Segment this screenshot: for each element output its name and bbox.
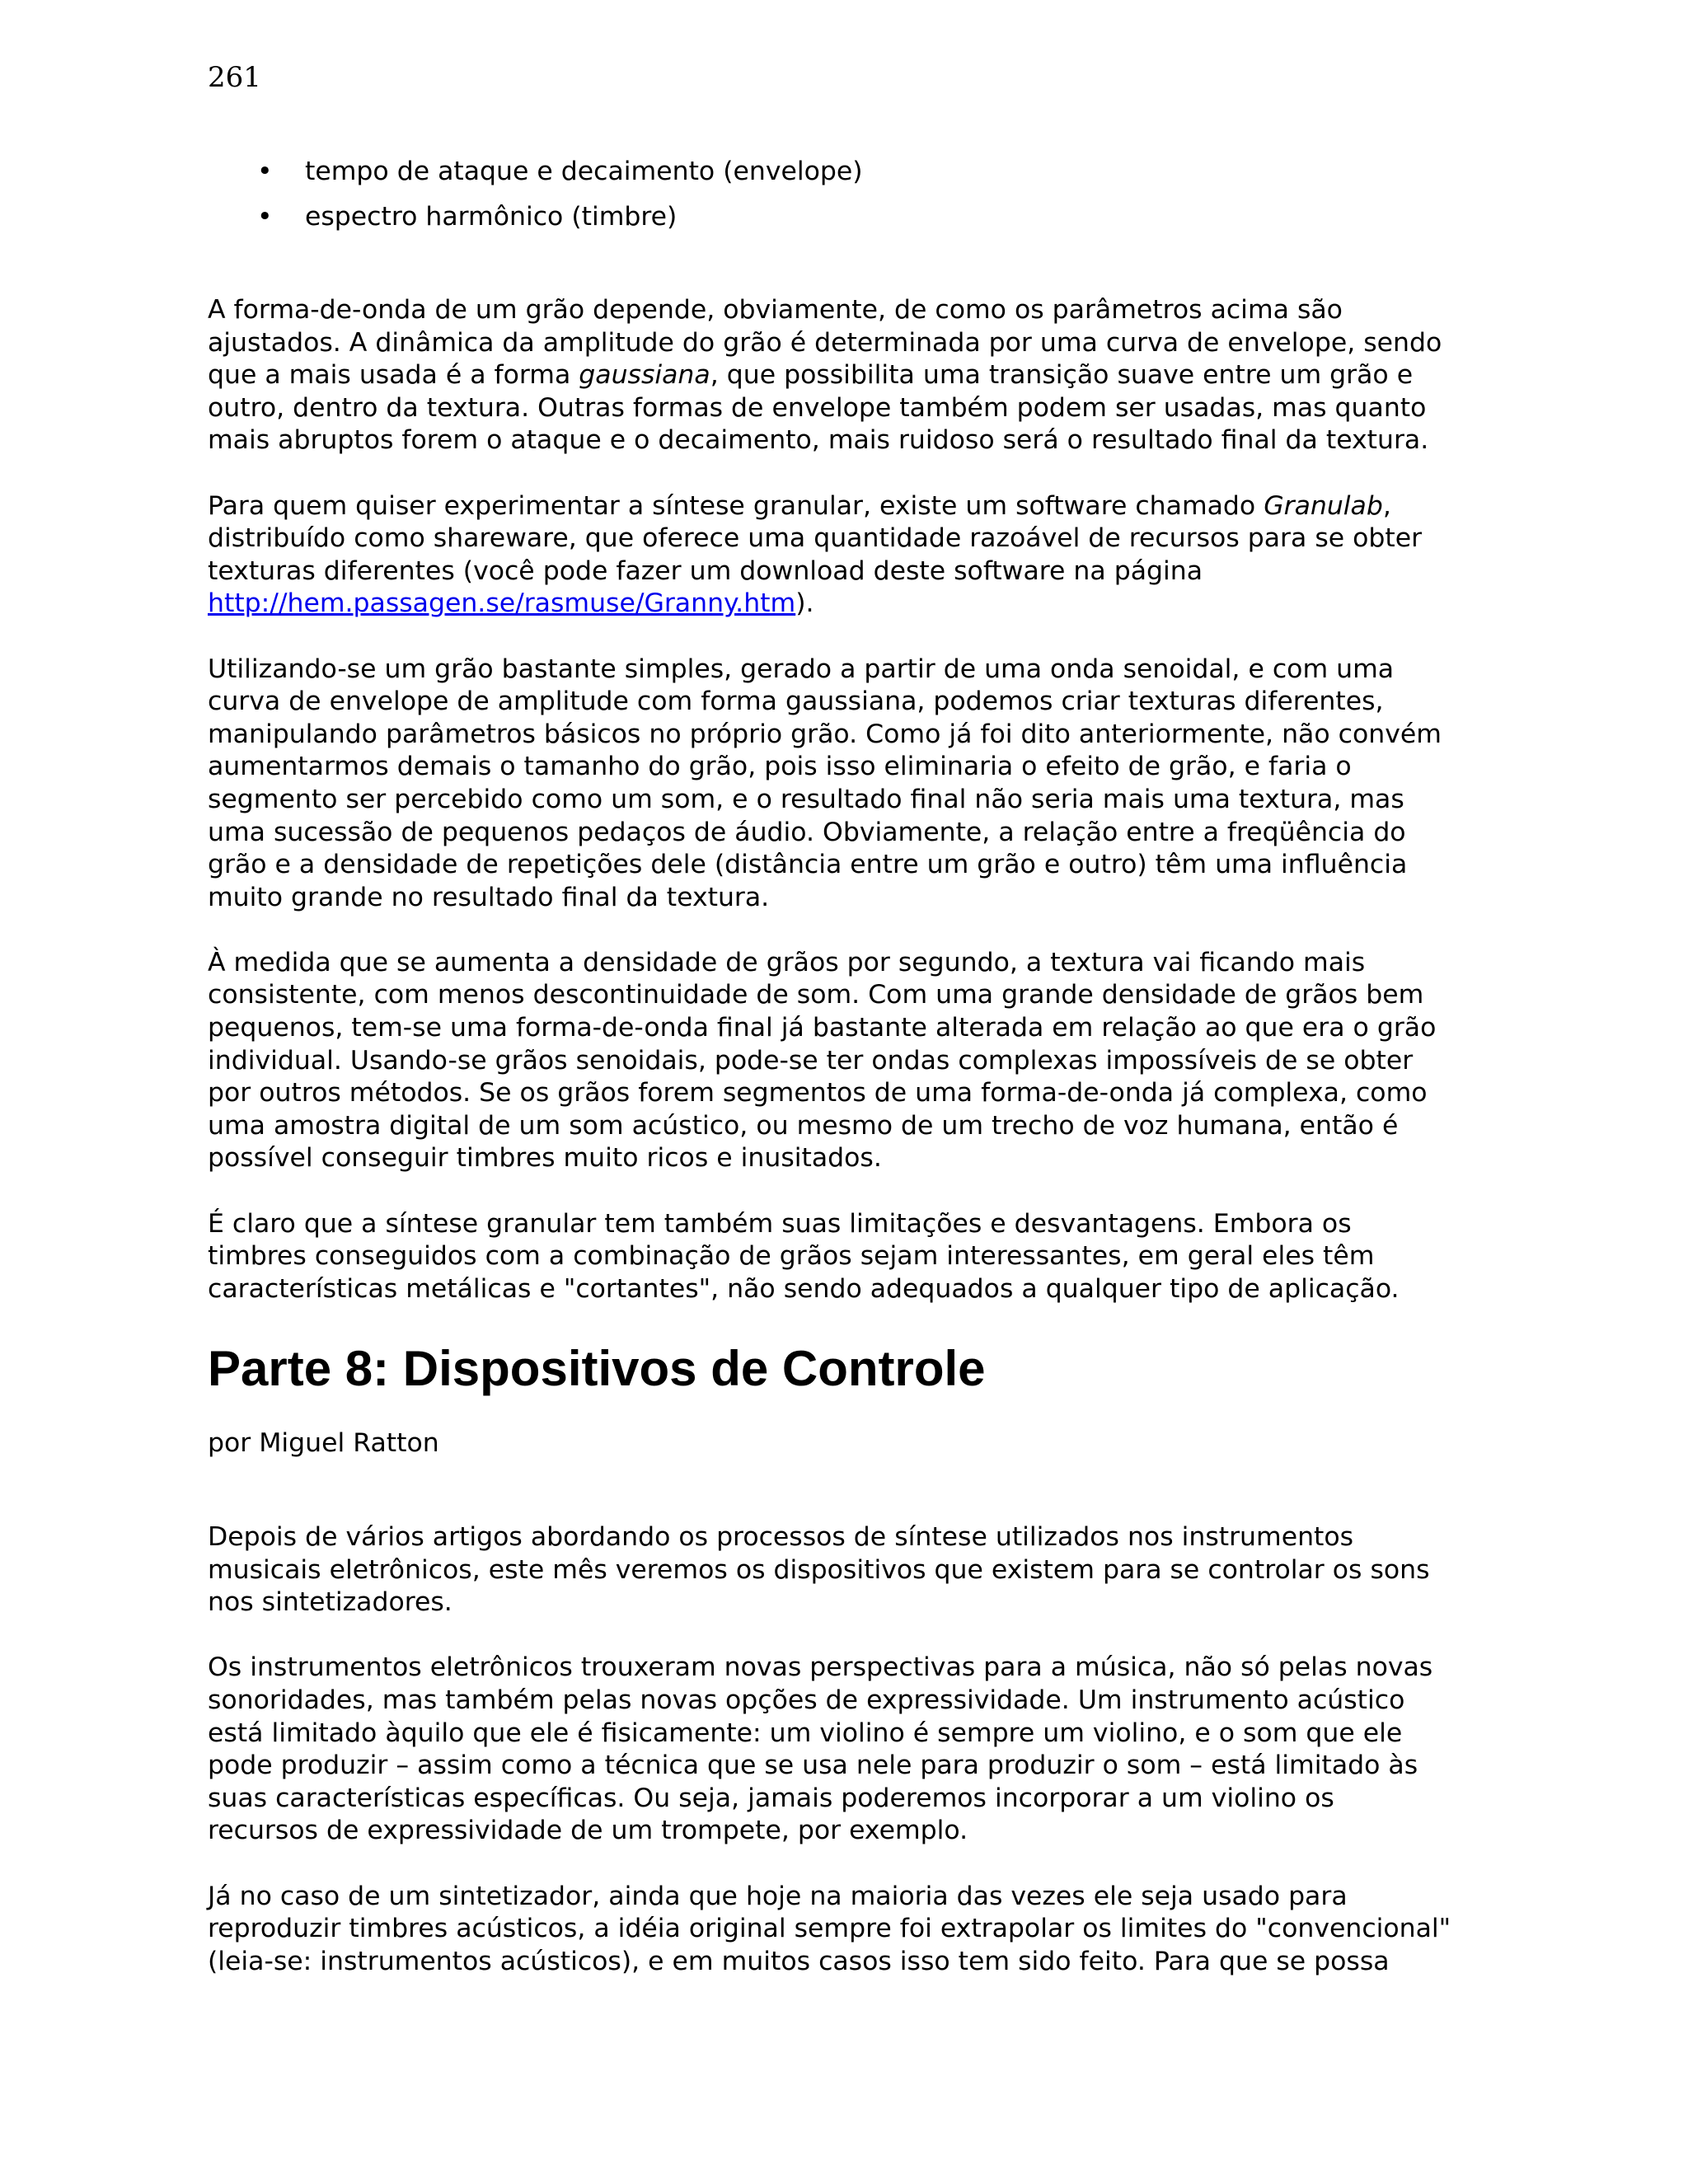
text-line: curva de envelope de amplitude com forma gaussiana, podemos criar texturas diferentes,: [208, 687, 1384, 717]
list-item: [208, 152, 1535, 198]
parameter-list: [208, 152, 1535, 243]
text-line: consistente, com menos descontinuidade de som. Com uma grande densidade de grãos bem: [208, 980, 1424, 1010]
list-item-text: tempo de ataque e decaimento (envelope): [305, 157, 863, 186]
text-line: muito grande no resultado final da textura.: [208, 882, 770, 912]
text-line: grão e a densidade de repetições dele (distância entre um grão e outro) têm uma influência: [208, 850, 1408, 880]
bullet-icon: •: [257, 157, 273, 186]
paragraph-limitations: [208, 1208, 1535, 1306]
text-line: segmento ser percebido como um som, e o resultado final não seria mais uma textura, mas: [208, 784, 1404, 814]
text-line: sonoridades, mas também pelas novas opções de expressividade. Um instrumento acústico: [208, 1685, 1405, 1715]
text-line: que a mais usada é a forma: [208, 360, 579, 391]
author-byline: por Miguel Ratton: [208, 1428, 439, 1459]
text-line: outro, dentro da textura. Outras formas de envelope também podem ser usadas, mas quanto: [208, 392, 1427, 423]
text-line: A forma-de-onda de um grão depende, obviamente, de como os parâmetros acima são: [208, 295, 1343, 325]
granny-link[interactable]: http://hem.passagen.se/rasmuse/Granny.htm: [208, 588, 796, 619]
text-line: mais abruptos forem o ataque e o decaimento, mais ruidoso será o resultado final da textura.: [208, 425, 1429, 456]
text-line: Os instrumentos eletrônicos trouxeram novas perspectivas para a música, não só pelas novas: [208, 1652, 1433, 1683]
text-line: nos sintetizadores.: [208, 1587, 452, 1618]
text-line: Depois de vários artigos abordando os processos de síntese utilizados nos instrumentos: [208, 1522, 1354, 1552]
page-number: 261: [208, 61, 261, 94]
text-line: uma sucessão de pequenos pedaços de áudio. Obviamente, a relação entre a freqüência do: [208, 817, 1406, 847]
text-line: individual. Usando-se grãos senoidais, pode-se ter ondas complexas impossíveis de se obter: [208, 1045, 1414, 1076]
text-line: possível conseguir timbres muito ricos e inusitados.: [208, 1143, 882, 1174]
text-line: ajustados. A dinâmica da amplitude do grão é determinada por uma curva de envelope, sendo: [208, 327, 1442, 358]
paragraph-intro: [208, 1521, 1535, 1619]
text-line: É claro que a síntese granular tem também suas limitações e desvantagens. Embora os: [208, 1208, 1352, 1239]
text-line: (leia-se: instrumentos acústicos), e em muitos casos isso tem sido feito. Para que se possa: [208, 1946, 1390, 1976]
text-line: uma amostra digital de um som acústico, ou mesmo de um trecho de voz humana, então é: [208, 1110, 1399, 1141]
text-line: por outros métodos. Se os grãos forem segmentos de uma forma-de-onda já complexa, como: [208, 1078, 1428, 1108]
text-line: Utilizando-se um grão bastante simples, gerado a partir de uma onda senoidal, e com uma: [208, 654, 1395, 684]
text-line: aumentarmos demais o tamanho do grão, pois isso eliminaria o efeito de grão, e faria o: [208, 752, 1352, 782]
text-line: Já no caso de um sintetizador, ainda que hoje na maioria das vezes ele seja usado para: [208, 1881, 1348, 1911]
text-line: manipulando parâmetros básicos no próprio grão. Como já foi dito anteriormente, não convém: [208, 719, 1442, 749]
paragraph-grain-texture: [208, 654, 1535, 915]
text-line: À medida que se aumenta a densidade de grãos por segundo, a textura vai ficando mais: [208, 947, 1366, 977]
emphasis-gaussiana: gaussiana: [579, 360, 710, 391]
bullet-icon: •: [257, 202, 273, 232]
text-line: características metálicas e "cortantes", não sendo adequados a qualquer tipo de aplicação.: [208, 1273, 1400, 1304]
text-line: , que possibilita uma transição suave entre um grão e: [710, 360, 1414, 391]
text-line: Para quem quiser experimentar a síntese granular, existe um software chamado: [208, 490, 1264, 521]
paragraph-synthesizer: [208, 1881, 1535, 1979]
emphasis-granulab: Granulab: [1264, 490, 1383, 521]
text-line: texturas diferentes (você pode fazer um download deste software na página: [208, 555, 1203, 586]
page-content: [208, 152, 1535, 2011]
text-line: ).: [795, 588, 814, 619]
text-line: timbres conseguidos com a combinação de grãos sejam interessantes, em geral eles têm: [208, 1241, 1375, 1272]
text-line: musicais eletrônicos, este mês veremos os dispositivos que existem para se controlar os sons: [208, 1554, 1430, 1585]
text-line: está limitado àquilo que ele é fisicamente: um violino é sempre um violino, e o som que ele: [208, 1718, 1403, 1748]
paragraph-density: [208, 947, 1535, 1175]
list-item: [208, 198, 1535, 243]
text-line: recursos de expressividade de um trompete, por exemplo.: [208, 1816, 968, 1846]
text-line: pequenos, tem-se uma forma-de-onda final já bastante alterada em relação ao que era o grão: [208, 1013, 1437, 1043]
text-line: suas características específicas. Ou seja, jamais poderemos incorporar a um violino os: [208, 1783, 1334, 1813]
text-line: reproduzir timbres acústicos, a idéia original sempre foi extrapolar os limites do "convencional": [208, 1914, 1451, 1944]
section-heading: Dispositivos de Controle: [402, 1341, 986, 1397]
paragraph-expressivity: [208, 1652, 1535, 1848]
section-title: [208, 1340, 1535, 1398]
text-line: ,: [1382, 490, 1391, 521]
paragraph-granulab: [208, 490, 1535, 621]
paragraph-waveform: [208, 294, 1535, 457]
list-item-text: espectro harmônico (timbre): [305, 202, 678, 232]
text-line: pode produzir – assim como a técnica que se usa nele para produzir o som – está limitado às: [208, 1750, 1418, 1781]
section-prefix: Parte 8:: [208, 1341, 403, 1397]
text-line: distribuído como shareware, que oferece uma quantidade razoável de recursos para se obter: [208, 523, 1423, 554]
